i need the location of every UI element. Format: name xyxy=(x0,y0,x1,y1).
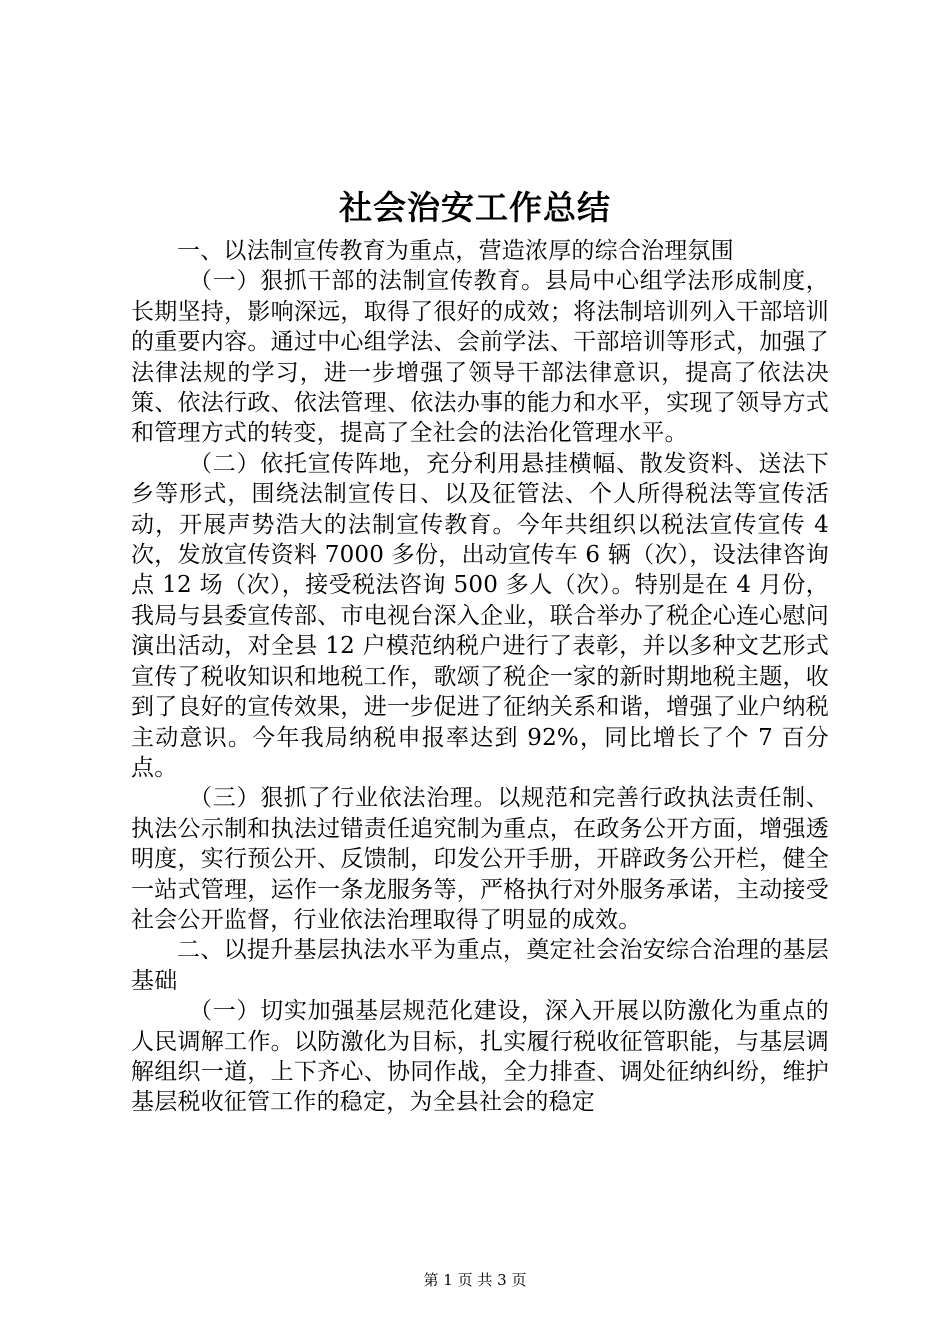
paragraph-1-2: （二）依托宣传阵地，充分利用悬挂横幅、散发资料、送法下乡等形式，围绕法制宣传日、以及征管法、个人所得税法等宣传活动，开展声势浩大的法制宣传教育。今年共组织以税法宣传宣传 4 次，发放宣传资料 7000 多份，出动宣传车 6 辆（次），设法律咨询点 12 场（次），接受税法咨询 500 多人（次）。特别是在 4 月份，我局与县委宣传部、市电视台深入企业，联合举办了税企心连心慰问演出活动，对全县 12 户模范纳税户进行了表彰，并以多种文艺形式宣传了税收知识和地税工作，歌颂了税企一家的新时期地税主题，收到了良好的宣传效果，进一步促进了征纳关系和谐，增强了业户纳税主动意识。今年我局纳税申报率达到 92%，同比增长了个 7 百分点。 xyxy=(131,450,829,781)
document-body xyxy=(131,236,829,1118)
page-footer: 第 1 页 共 3 页 xyxy=(423,1271,527,1289)
section-heading-2: 二、以提升基层执法水平为重点，奠定社会治安综合治理的基层基础 xyxy=(131,937,829,994)
section-heading-1: 一、以法制宣传教育为重点，营造浓厚的综合治理氛围 xyxy=(177,238,734,264)
paragraph-2-1: （一）切实加强基层规范化建设，深入开展以防激化为重点的人民调解工作。以防激化为目标，扎实履行税收征管职能，与基层调解组织一道，上下齐心、协同作战，全力排查、调处征纳纠纷，维护基层税收征管工作的稳定，为全县社会的稳定 xyxy=(131,998,829,1116)
paragraph-1-3: （三）狠抓了行业依法治理。以规范和完善行政执法责任制、执法公示制和执法过错责任追究制为重点，在政务公开方面，增强透明度，实行预公开、反馈制，印发公开手册，开辟政务公开栏，健全一站式管理，运作一条龙服务等，严格执行对外服务承诺，主动接受社会公开监督，行业依法治理取得了明显的成效。 xyxy=(131,785,829,933)
page-title: 社会治安工作总结 xyxy=(339,188,611,227)
paragraph-1-1: （一）狠抓干部的法制宣传教育。县局中心组学法形成制度，长期坚持，影响深远，取得了很好的成效；将法制培训列入干部培训的重要内容。通过中心组学法、会前学法、干部培训等形式，加强了法律法规的学习，进一步增强了领导干部法律意识，提高了依法决策、依法行政、依法管理、依法办事的能力和水平，实现了领导方式和管理方式的转变，提高了全社会的法治化管理水平。 xyxy=(131,268,829,447)
